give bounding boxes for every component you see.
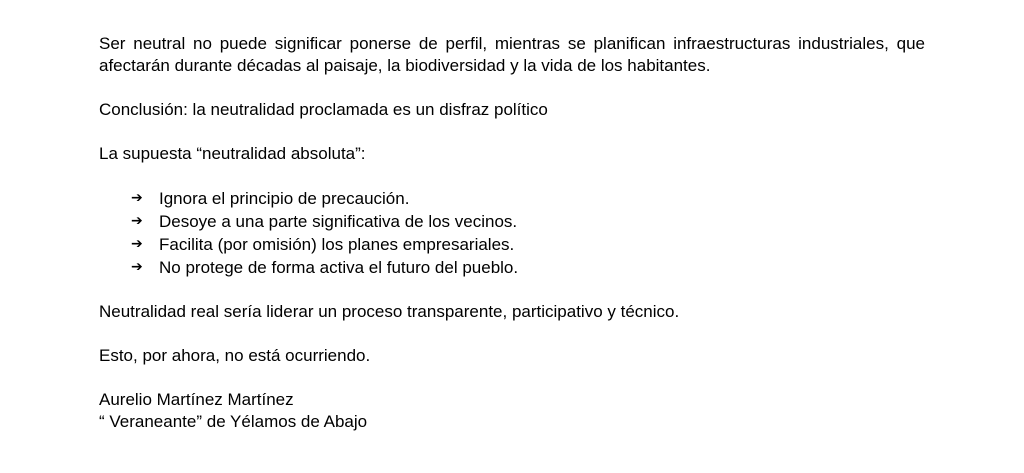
list-item bbox=[99, 210, 925, 233]
list-item bbox=[99, 233, 925, 256]
real-neutrality-paragraph: Neutralidad real sería liderar un proceso transparente, participativo y técnico. bbox=[99, 302, 680, 321]
list-item-text: Ignora el principio de precaución. bbox=[159, 189, 410, 208]
document-body bbox=[99, 33, 925, 433]
bullet-list bbox=[99, 187, 925, 279]
list-item bbox=[99, 187, 925, 210]
signature-name: Aurelio Martínez Martínez bbox=[99, 390, 294, 409]
list-item-text: No protege de forma activa el futuro del pueblo. bbox=[159, 258, 519, 277]
right-arrow-icon: ➔ bbox=[131, 213, 143, 229]
conclusion-line: Conclusión: la neutralidad proclamada es un disfraz político bbox=[99, 100, 548, 119]
list-item-text: Facilita (por omisión) los planes empresariales. bbox=[159, 235, 515, 254]
signature-role: “ Veraneante” de Yélamos de Abajo bbox=[99, 412, 368, 431]
list-intro: La supuesta “neutralidad absoluta”: bbox=[99, 144, 366, 163]
right-arrow-icon: ➔ bbox=[131, 236, 143, 252]
list-item-text: Desoye a una parte significativa de los vecinos. bbox=[159, 212, 518, 231]
current-status-paragraph: Esto, por ahora, no está ocurriendo. bbox=[99, 346, 371, 365]
right-arrow-icon: ➔ bbox=[131, 190, 143, 206]
intro-paragraph: Ser neutral no puede significar ponerse de perfil, mientras se planifican infraestructuras industriales, que afectarán durante décadas al paisaje, la biodiversidad y la vida de los habitantes. bbox=[99, 34, 925, 75]
list-item bbox=[99, 256, 925, 279]
right-arrow-icon: ➔ bbox=[131, 259, 143, 275]
